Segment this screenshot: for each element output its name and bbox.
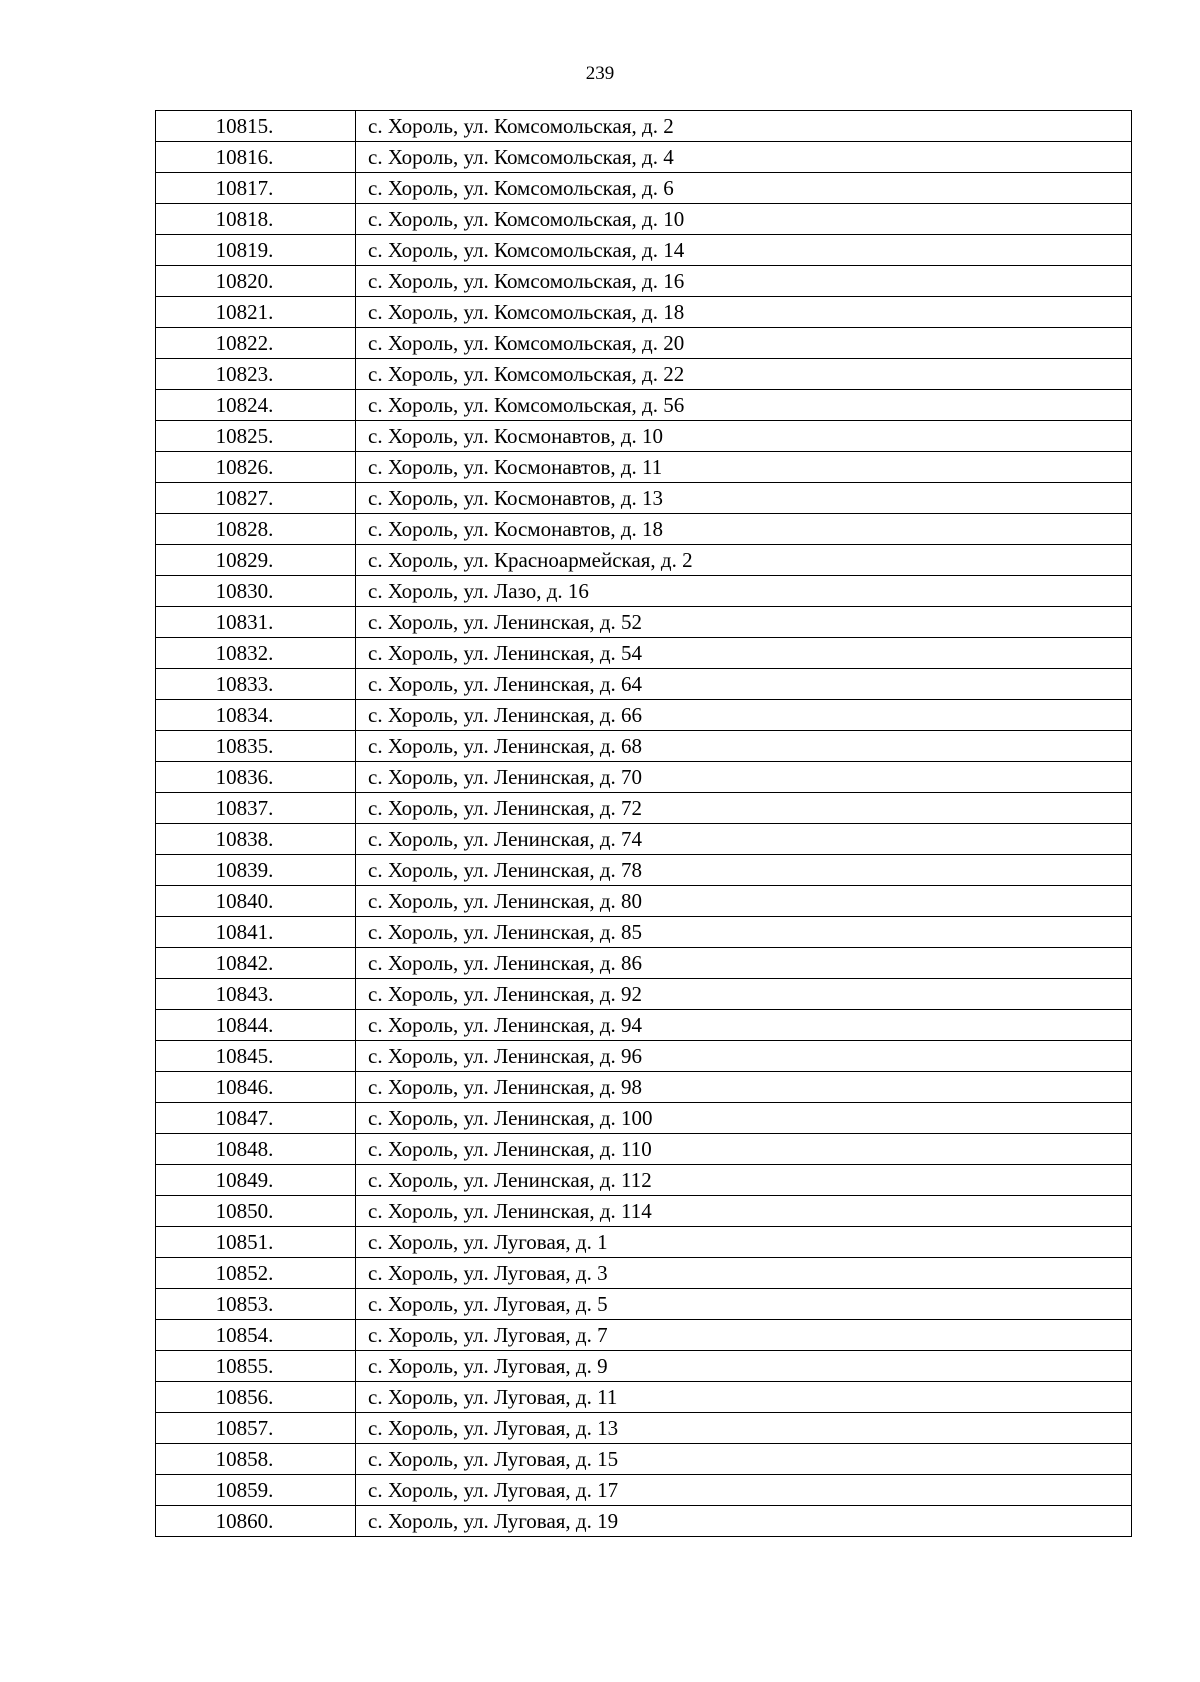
address-cell: с. Хороль, ул. Луговая, д. 5 xyxy=(356,1289,1132,1320)
row-number-cell: 10839. xyxy=(156,855,356,886)
address-cell: с. Хороль, ул. Ленинская, д. 80 xyxy=(356,886,1132,917)
row-number-cell: 10848. xyxy=(156,1134,356,1165)
row-number-cell: 10821. xyxy=(156,297,356,328)
table-row xyxy=(156,1475,1132,1506)
address-cell: с. Хороль, ул. Красноармейская, д. 2 xyxy=(356,545,1132,576)
address-cell: с. Хороль, ул. Комсомольская, д. 56 xyxy=(356,390,1132,421)
table-row xyxy=(156,638,1132,669)
table-row xyxy=(156,731,1132,762)
address-cell: с. Хороль, ул. Космонавтов, д. 10 xyxy=(356,421,1132,452)
table-row xyxy=(156,1072,1132,1103)
table-row xyxy=(156,1258,1132,1289)
row-number-cell: 10849. xyxy=(156,1165,356,1196)
address-cell: с. Хороль, ул. Ленинская, д. 66 xyxy=(356,700,1132,731)
row-number-cell: 10829. xyxy=(156,545,356,576)
row-number-cell: 10838. xyxy=(156,824,356,855)
table-row xyxy=(156,1506,1132,1537)
address-cell: с. Хороль, ул. Ленинская, д. 112 xyxy=(356,1165,1132,1196)
row-number-cell: 10853. xyxy=(156,1289,356,1320)
address-cell: с. Хороль, ул. Луговая, д. 13 xyxy=(356,1413,1132,1444)
address-cell: с. Хороль, ул. Комсомольская, д. 2 xyxy=(356,111,1132,142)
table-row xyxy=(156,111,1132,142)
row-number-cell: 10857. xyxy=(156,1413,356,1444)
row-number-cell: 10835. xyxy=(156,731,356,762)
address-cell: с. Хороль, ул. Луговая, д. 1 xyxy=(356,1227,1132,1258)
table-row xyxy=(156,607,1132,638)
row-number-cell: 10832. xyxy=(156,638,356,669)
table-row xyxy=(156,483,1132,514)
table-row xyxy=(156,1289,1132,1320)
address-cell: с. Хороль, ул. Ленинская, д. 98 xyxy=(356,1072,1132,1103)
table-row xyxy=(156,576,1132,607)
row-number-cell: 10837. xyxy=(156,793,356,824)
table-row xyxy=(156,173,1132,204)
row-number-cell: 10846. xyxy=(156,1072,356,1103)
address-cell: с. Хороль, ул. Луговая, д. 15 xyxy=(356,1444,1132,1475)
row-number-cell: 10819. xyxy=(156,235,356,266)
table-row xyxy=(156,1134,1132,1165)
address-cell: с. Хороль, ул. Луговая, д. 17 xyxy=(356,1475,1132,1506)
row-number-cell: 10842. xyxy=(156,948,356,979)
table-row xyxy=(156,700,1132,731)
table-row xyxy=(156,1382,1132,1413)
address-cell: с. Хороль, ул. Ленинская, д. 54 xyxy=(356,638,1132,669)
table-row xyxy=(156,824,1132,855)
address-cell: с. Хороль, ул. Космонавтов, д. 18 xyxy=(356,514,1132,545)
address-cell: с. Хороль, ул. Луговая, д. 19 xyxy=(356,1506,1132,1537)
address-cell: с. Хороль, ул. Ленинская, д. 64 xyxy=(356,669,1132,700)
address-cell: с. Хороль, ул. Комсомольская, д. 16 xyxy=(356,266,1132,297)
row-number-cell: 10825. xyxy=(156,421,356,452)
address-cell: с. Хороль, ул. Ленинская, д. 94 xyxy=(356,1010,1132,1041)
row-number-cell: 10841. xyxy=(156,917,356,948)
row-number-cell: 10822. xyxy=(156,328,356,359)
table-row xyxy=(156,669,1132,700)
row-number-cell: 10840. xyxy=(156,886,356,917)
page-number: 239 xyxy=(585,63,615,84)
row-number-cell: 10843. xyxy=(156,979,356,1010)
table-row xyxy=(156,917,1132,948)
table-row xyxy=(156,1165,1132,1196)
table-row xyxy=(156,1413,1132,1444)
table-row xyxy=(156,514,1132,545)
row-number-cell: 10859. xyxy=(156,1475,356,1506)
table-row xyxy=(156,204,1132,235)
table-row xyxy=(156,948,1132,979)
row-number-cell: 10827. xyxy=(156,483,356,514)
table-row xyxy=(156,1041,1132,1072)
address-cell: с. Хороль, ул. Луговая, д. 9 xyxy=(356,1351,1132,1382)
address-cell: с. Хороль, ул. Ленинская, д. 85 xyxy=(356,917,1132,948)
address-cell: с. Хороль, ул. Ленинская, д. 96 xyxy=(356,1041,1132,1072)
address-cell: с. Хороль, ул. Комсомольская, д. 22 xyxy=(356,359,1132,390)
address-cell: с. Хороль, ул. Космонавтов, д. 11 xyxy=(356,452,1132,483)
row-number-cell: 10818. xyxy=(156,204,356,235)
address-cell: с. Хороль, ул. Ленинская, д. 92 xyxy=(356,979,1132,1010)
row-number-cell: 10847. xyxy=(156,1103,356,1134)
address-cell: с. Хороль, ул. Ленинская, д. 110 xyxy=(356,1134,1132,1165)
address-cell: с. Хороль, ул. Лазо, д. 16 xyxy=(356,576,1132,607)
table-row xyxy=(156,762,1132,793)
address-table xyxy=(155,110,1132,1537)
address-cell: с. Хороль, ул. Комсомольская, д. 20 xyxy=(356,328,1132,359)
row-number-cell: 10860. xyxy=(156,1506,356,1537)
row-number-cell: 10858. xyxy=(156,1444,356,1475)
address-cell: с. Хороль, ул. Ленинская, д. 78 xyxy=(356,855,1132,886)
row-number-cell: 10823. xyxy=(156,359,356,390)
address-cell: с. Хороль, ул. Ленинская, д. 114 xyxy=(356,1196,1132,1227)
table-row xyxy=(156,297,1132,328)
row-number-cell: 10826. xyxy=(156,452,356,483)
table-row xyxy=(156,452,1132,483)
table-row xyxy=(156,1444,1132,1475)
table-row xyxy=(156,886,1132,917)
address-cell: с. Хороль, ул. Космонавтов, д. 13 xyxy=(356,483,1132,514)
row-number-cell: 10845. xyxy=(156,1041,356,1072)
row-number-cell: 10850. xyxy=(156,1196,356,1227)
row-number-cell: 10815. xyxy=(156,111,356,142)
address-cell: с. Хороль, ул. Луговая, д. 7 xyxy=(356,1320,1132,1351)
table-row xyxy=(156,328,1132,359)
row-number-cell: 10851. xyxy=(156,1227,356,1258)
address-table-body xyxy=(156,111,1132,1537)
table-row xyxy=(156,1320,1132,1351)
address-cell: с. Хороль, ул. Комсомольская, д. 10 xyxy=(356,204,1132,235)
table-row xyxy=(156,390,1132,421)
table-row xyxy=(156,1196,1132,1227)
address-cell: с. Хороль, ул. Ленинская, д. 100 xyxy=(356,1103,1132,1134)
address-cell: с. Хороль, ул. Ленинская, д. 72 xyxy=(356,793,1132,824)
row-number-cell: 10820. xyxy=(156,266,356,297)
table-row xyxy=(156,979,1132,1010)
address-cell: с. Хороль, ул. Луговая, д. 11 xyxy=(356,1382,1132,1413)
address-cell: с. Хороль, ул. Ленинская, д. 70 xyxy=(356,762,1132,793)
row-number-cell: 10833. xyxy=(156,669,356,700)
row-number-cell: 10816. xyxy=(156,142,356,173)
row-number-cell: 10844. xyxy=(156,1010,356,1041)
row-number-cell: 10831. xyxy=(156,607,356,638)
address-cell: с. Хороль, ул. Луговая, д. 3 xyxy=(356,1258,1132,1289)
row-number-cell: 10852. xyxy=(156,1258,356,1289)
table-row xyxy=(156,359,1132,390)
table-row xyxy=(156,266,1132,297)
address-cell: с. Хороль, ул. Ленинская, д. 52 xyxy=(356,607,1132,638)
row-number-cell: 10855. xyxy=(156,1351,356,1382)
address-cell: с. Хороль, ул. Комсомольская, д. 14 xyxy=(356,235,1132,266)
address-cell: с. Хороль, ул. Комсомольская, д. 4 xyxy=(356,142,1132,173)
table-row xyxy=(156,1351,1132,1382)
row-number-cell: 10828. xyxy=(156,514,356,545)
table-row xyxy=(156,545,1132,576)
table-row xyxy=(156,793,1132,824)
row-number-cell: 10854. xyxy=(156,1320,356,1351)
row-number-cell: 10817. xyxy=(156,173,356,204)
table-row xyxy=(156,855,1132,886)
address-cell: с. Хороль, ул. Ленинская, д. 86 xyxy=(356,948,1132,979)
row-number-cell: 10830. xyxy=(156,576,356,607)
table-row xyxy=(156,1103,1132,1134)
table-row xyxy=(156,1227,1132,1258)
row-number-cell: 10856. xyxy=(156,1382,356,1413)
row-number-cell: 10824. xyxy=(156,390,356,421)
address-cell: с. Хороль, ул. Ленинская, д. 68 xyxy=(356,731,1132,762)
table-row xyxy=(156,1010,1132,1041)
row-number-cell: 10836. xyxy=(156,762,356,793)
address-cell: с. Хороль, ул. Комсомольская, д. 18 xyxy=(356,297,1132,328)
table-row xyxy=(156,142,1132,173)
table-row xyxy=(156,421,1132,452)
address-cell: с. Хороль, ул. Комсомольская, д. 6 xyxy=(356,173,1132,204)
address-cell: с. Хороль, ул. Ленинская, д. 74 xyxy=(356,824,1132,855)
row-number-cell: 10834. xyxy=(156,700,356,731)
table-row xyxy=(156,235,1132,266)
